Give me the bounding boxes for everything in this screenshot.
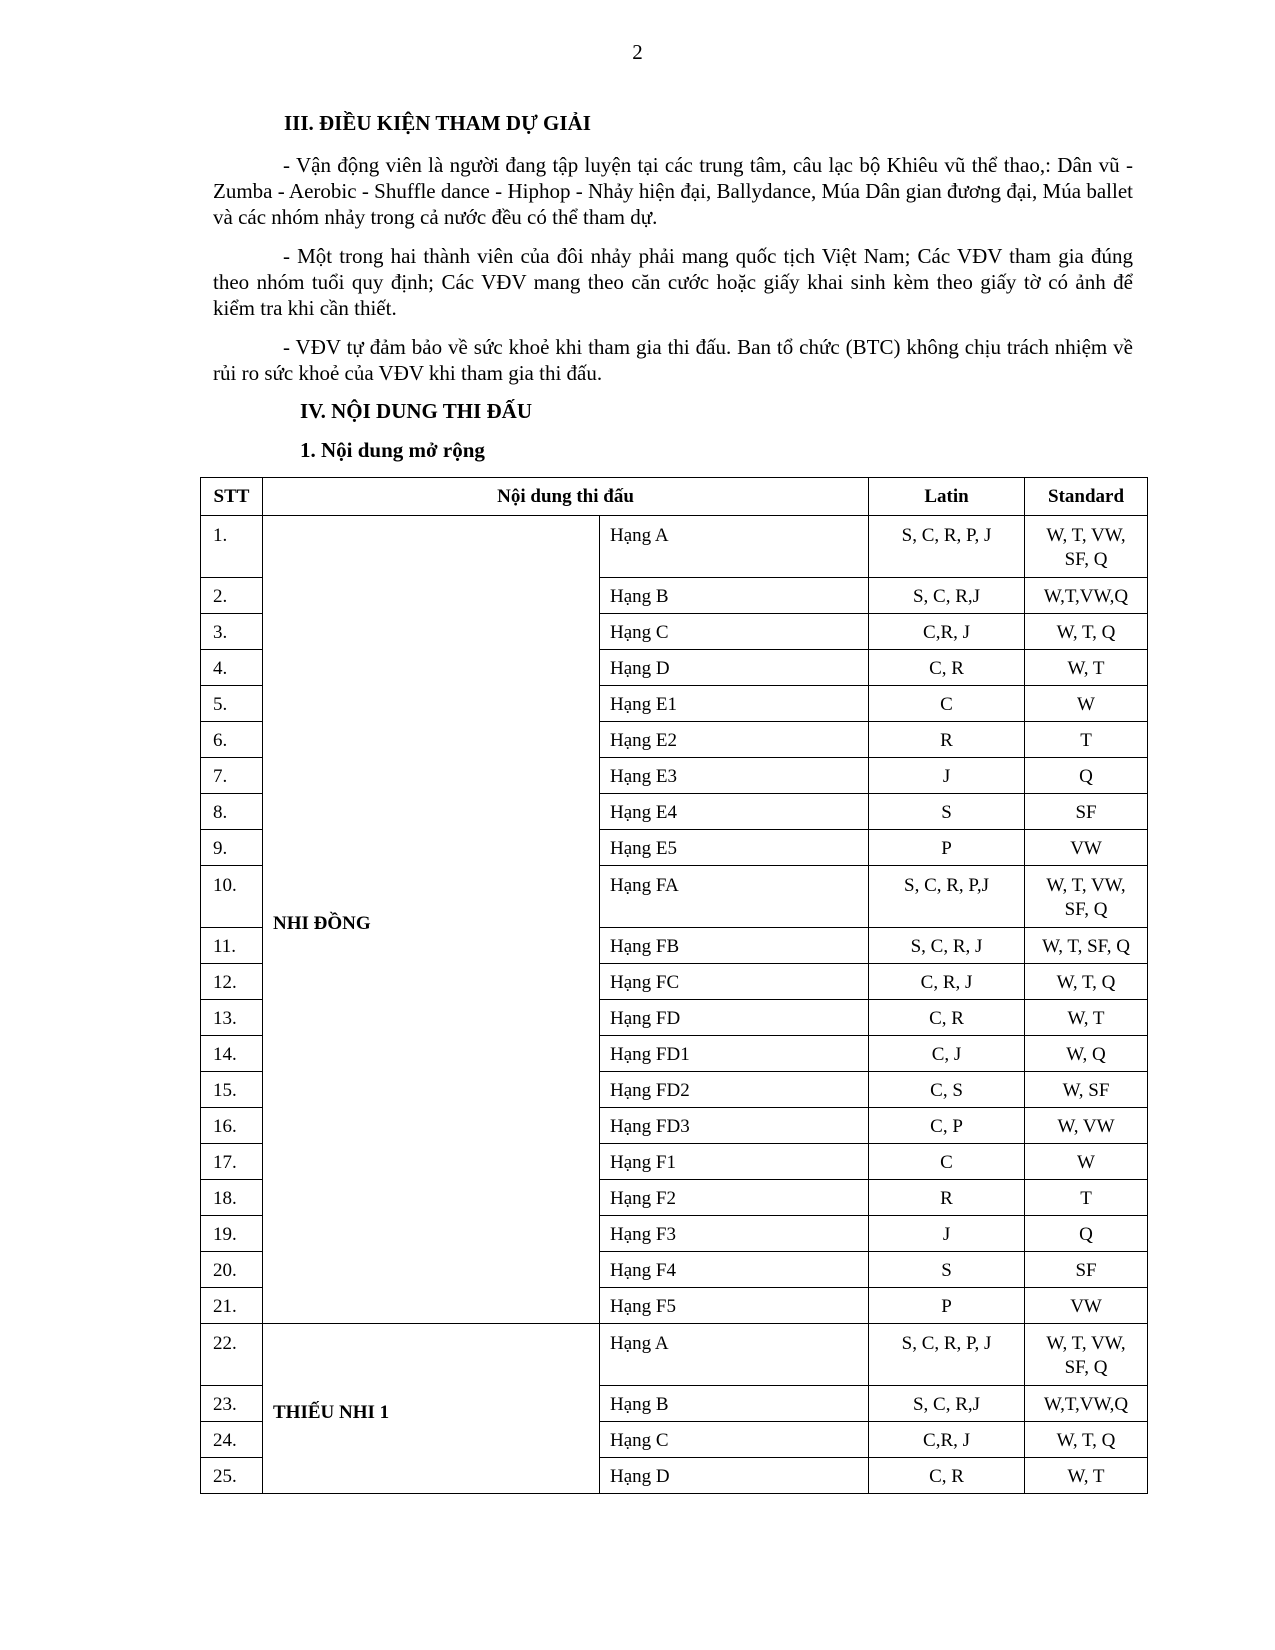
- standard-cell: SF: [1025, 794, 1148, 830]
- header-stt: STT: [201, 478, 263, 516]
- standard-cell: W, T: [1025, 1000, 1148, 1036]
- rank-cell: Hạng D: [600, 650, 869, 686]
- rank-cell: Hạng FD: [600, 1000, 869, 1036]
- stt-cell: 5.: [201, 686, 263, 722]
- standard-cell: W, T: [1025, 1458, 1148, 1494]
- stt-cell: 9.: [201, 830, 263, 866]
- header-standard: Standard: [1025, 478, 1148, 516]
- latin-cell: S, C, R,J: [869, 1386, 1025, 1422]
- rank-cell: Hạng A: [600, 1324, 869, 1386]
- section-4-heading: IV. NỘI DUNG THI ĐẤU: [300, 399, 533, 423]
- rank-cell: Hạng E4: [600, 794, 869, 830]
- standard-cell: W: [1025, 1144, 1148, 1180]
- stt-cell: 10.: [201, 866, 263, 928]
- latin-cell: S, C, R, P,J: [869, 866, 1025, 928]
- stt-cell: 25.: [201, 1458, 263, 1494]
- paragraph-1: - Vận động viên là người đang tập luyện tại các trung tâm, câu lạc bộ Khiêu vũ thể thao,: Dân vũ - Zumba - Aerobic - Shuffle dance - Hiphop - Nhảy hiện đại, Ballydance, Múa Dân gian đương đại, Múa ballet và các nhóm nhảy trong cả nước đều có thể tham dự.: [213, 153, 1133, 229]
- rank-cell: Hạng F1: [600, 1144, 869, 1180]
- rank-cell: Hạng B: [600, 1386, 869, 1422]
- standard-cell: W,T,VW,Q: [1025, 1386, 1148, 1422]
- stt-cell: 8.: [201, 794, 263, 830]
- contest-table: [200, 477, 1148, 1494]
- rank-cell: Hạng E5: [600, 830, 869, 866]
- stt-cell: 12.: [201, 964, 263, 1000]
- stt-cell: 24.: [201, 1422, 263, 1458]
- table-row: [201, 516, 1148, 578]
- standard-cell: VW: [1025, 830, 1148, 866]
- latin-cell: C,R, J: [869, 614, 1025, 650]
- standard-cell: W, T, VW, SF, Q: [1025, 866, 1148, 928]
- rank-cell: Hạng FD3: [600, 1108, 869, 1144]
- latin-cell: R: [869, 722, 1025, 758]
- stt-cell: 19.: [201, 1216, 263, 1252]
- stt-cell: 22.: [201, 1324, 263, 1386]
- standard-cell: W, SF: [1025, 1072, 1148, 1108]
- latin-cell: C, P: [869, 1108, 1025, 1144]
- stt-cell: 7.: [201, 758, 263, 794]
- rank-cell: Hạng E1: [600, 686, 869, 722]
- paragraph-3: - VĐV tự đảm bảo về sức khoẻ khi tham gia thi đấu. Ban tổ chức (BTC) không chịu trách nhiệm về rủi ro sức khoẻ của VĐV khi tham gia thi đấu.: [213, 335, 1133, 385]
- stt-cell: 1.: [201, 516, 263, 578]
- stt-cell: 2.: [201, 578, 263, 614]
- latin-cell: C, R: [869, 1458, 1025, 1494]
- standard-cell: W, T: [1025, 650, 1148, 686]
- table-body: [201, 516, 1148, 1494]
- latin-cell: S, C, R, J: [869, 928, 1025, 964]
- standard-cell: SF: [1025, 1252, 1148, 1288]
- rank-cell: Hạng C: [600, 614, 869, 650]
- stt-cell: 15.: [201, 1072, 263, 1108]
- rank-cell: Hạng E2: [600, 722, 869, 758]
- section-3-heading: III. ĐIỀU KIỆN THAM DỰ GIẢI: [284, 111, 591, 135]
- latin-cell: C, J: [869, 1036, 1025, 1072]
- latin-cell: C: [869, 1144, 1025, 1180]
- rank-cell: Hạng B: [600, 578, 869, 614]
- standard-cell: T: [1025, 722, 1148, 758]
- table-row: [201, 1324, 1148, 1386]
- standard-cell: W, T, Q: [1025, 614, 1148, 650]
- rank-cell: Hạng F2: [600, 1180, 869, 1216]
- latin-cell: S: [869, 794, 1025, 830]
- standard-cell: W, Q: [1025, 1036, 1148, 1072]
- latin-cell: C, R: [869, 650, 1025, 686]
- latin-cell: S, C, R, P, J: [869, 516, 1025, 578]
- latin-cell: C,R, J: [869, 1422, 1025, 1458]
- latin-cell: C, S: [869, 1072, 1025, 1108]
- page-number: 2: [632, 40, 643, 64]
- latin-cell: S, C, R, P, J: [869, 1324, 1025, 1386]
- rank-cell: Hạng FC: [600, 964, 869, 1000]
- stt-cell: 11.: [201, 928, 263, 964]
- paragraph-2: - Một trong hai thành viên của đôi nhảy phải mang quốc tịch Việt Nam; Các VĐV tham gia đúng theo nhóm tuổi quy định; Các VĐV mang theo căn cước hoặc giấy khai sinh kèm theo giấy tờ có ảnh để kiểm tra khi cần thiết.: [213, 244, 1133, 320]
- standard-cell: W: [1025, 686, 1148, 722]
- stt-cell: 4.: [201, 650, 263, 686]
- table-header-row: [201, 478, 1148, 516]
- latin-cell: C: [869, 686, 1025, 722]
- standard-cell: W, T, Q: [1025, 1422, 1148, 1458]
- stt-cell: 20.: [201, 1252, 263, 1288]
- group-name-cell: NHI ĐỒNG: [263, 516, 600, 1324]
- standard-cell: W, T, SF, Q: [1025, 928, 1148, 964]
- stt-cell: 14.: [201, 1036, 263, 1072]
- rank-cell: Hạng D: [600, 1458, 869, 1494]
- rank-cell: Hạng F4: [600, 1252, 869, 1288]
- stt-cell: 23.: [201, 1386, 263, 1422]
- group-name-cell: THIẾU NHI 1: [263, 1324, 600, 1494]
- rank-cell: Hạng F3: [600, 1216, 869, 1252]
- standard-cell: Q: [1025, 1216, 1148, 1252]
- standard-cell: W, VW: [1025, 1108, 1148, 1144]
- header-content: Nội dung thi đấu: [263, 478, 869, 516]
- section-4-subheading: 1. Nội dung mở rộng: [300, 438, 485, 462]
- stt-cell: 16.: [201, 1108, 263, 1144]
- latin-cell: S, C, R,J: [869, 578, 1025, 614]
- standard-cell: T: [1025, 1180, 1148, 1216]
- standard-cell: W, T, VW, SF, Q: [1025, 516, 1148, 578]
- rank-cell: Hạng FB: [600, 928, 869, 964]
- rank-cell: Hạng A: [600, 516, 869, 578]
- rank-cell: Hạng C: [600, 1422, 869, 1458]
- stt-cell: 13.: [201, 1000, 263, 1036]
- header-latin: Latin: [869, 478, 1025, 516]
- latin-cell: P: [869, 830, 1025, 866]
- standard-cell: Q: [1025, 758, 1148, 794]
- latin-cell: S: [869, 1252, 1025, 1288]
- latin-cell: P: [869, 1288, 1025, 1324]
- standard-cell: W, T, VW, SF, Q: [1025, 1324, 1148, 1386]
- latin-cell: C, R: [869, 1000, 1025, 1036]
- stt-cell: 17.: [201, 1144, 263, 1180]
- standard-cell: W, T, Q: [1025, 964, 1148, 1000]
- latin-cell: J: [869, 1216, 1025, 1252]
- stt-cell: 21.: [201, 1288, 263, 1324]
- stt-cell: 6.: [201, 722, 263, 758]
- rank-cell: Hạng F5: [600, 1288, 869, 1324]
- latin-cell: J: [869, 758, 1025, 794]
- stt-cell: 18.: [201, 1180, 263, 1216]
- standard-cell: VW: [1025, 1288, 1148, 1324]
- rank-cell: Hạng E3: [600, 758, 869, 794]
- stt-cell: 3.: [201, 614, 263, 650]
- rank-cell: Hạng FD1: [600, 1036, 869, 1072]
- latin-cell: C, R, J: [869, 964, 1025, 1000]
- latin-cell: R: [869, 1180, 1025, 1216]
- standard-cell: W,T,VW,Q: [1025, 578, 1148, 614]
- rank-cell: Hạng FD2: [600, 1072, 869, 1108]
- rank-cell: Hạng FA: [600, 866, 869, 928]
